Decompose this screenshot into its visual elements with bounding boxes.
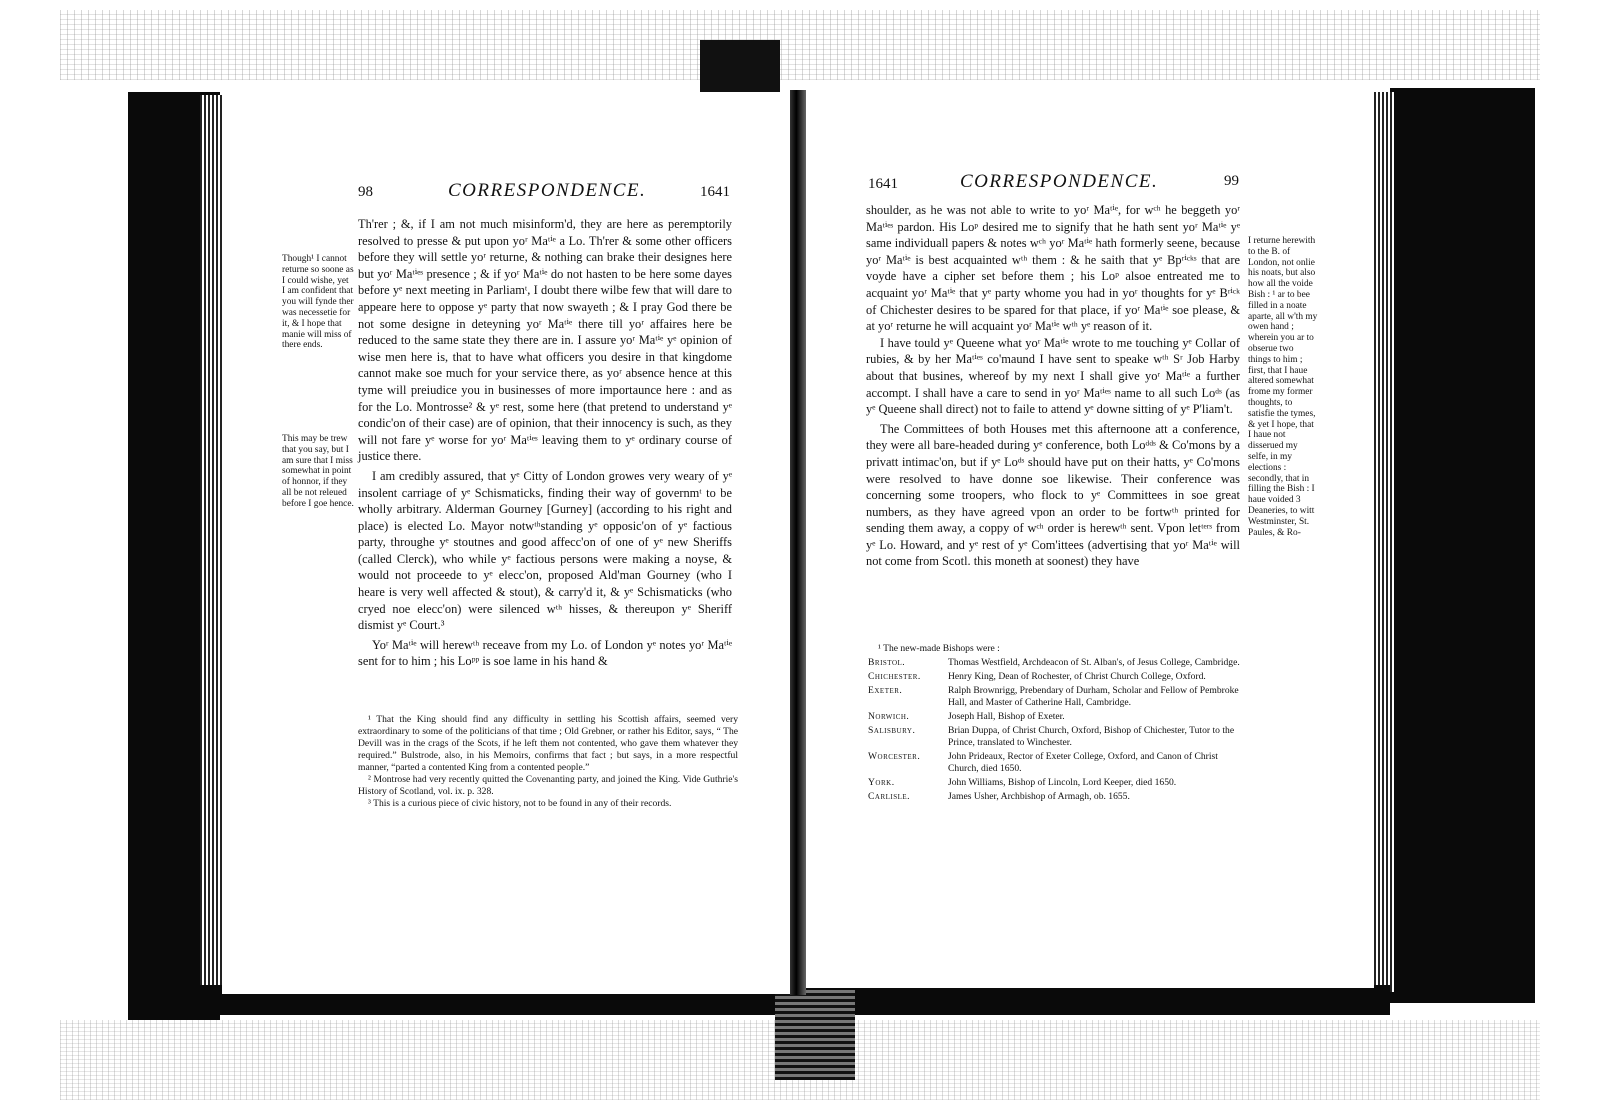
bishop-name: Joseph Hall, Bishop of Exeter.	[948, 711, 1065, 722]
main-text	[866, 202, 1240, 570]
paragraph: Th'rer ; &, if I am not much misinform'd, they are here as peremptorily resolved to presse & put upon yoʳ Maᵗⁱᵉ a Lo. Th'rer & some other officers before they will settle yoʳ returne, & nothing can brake their designes here but yoʳ Maᵗⁱᵉˢ presence ; & if yoʳ Maᵗⁱᵉ do not hasten to be here some dayes before yᵉ next meeting in Parliamᵗ, I doubt there wilbe few that will dare to appeare here to oppose yᵉ party that now swayeth ; & I pray God there be not some designe in deteyning yoʳ Maᵗⁱᵉ there till yoʳ affaires here be reduced to the same state they there are in. I assure yoʳ Maᵗⁱᵉ yᵉ opinion of wise men here is, that to have what officers you desire in that kingdome cannot make soe much for your service there, as yoʳ absence hence at this tyme will preiudice you in businesses of more importaunce here : and as for the Lo. Montrosse² & yᵉ rest, some here (that pretend to understand yᵉ condic'on of their case) are of opinion, that their innocency is such, as they will not fare yᵉ worse for yoʳ Maᵗⁱᵉˢ leaving them to yᵉ ordinary course of justice there.	[358, 217, 732, 464]
bishop-name: John Williams, Bishop of Lincoln, Lord Keeper, died 1650.	[948, 777, 1177, 788]
bishop-name: Thomas Westfield, Archdeacon of St. Alban's, of Jesus College, Cambridge.	[948, 657, 1240, 668]
bishop-see: Norwich.	[868, 711, 910, 722]
left-page	[222, 92, 792, 994]
side-note: This may be trew that you say, but I am sure that I miss somewhat in point of honnor, if they all be not releued before I goe hence.	[282, 434, 354, 509]
book-cover-right	[1390, 88, 1535, 1003]
paragraph: The Committees of both Houses met this afternoone att a conference, they were all bare-headed during yᵉ conference, both Loᵈᵈˢ & Co'mons by a privatt intimac'on, but if yᵉ Loᵈˢ should have put on their hatts, yᵉ Co'mons were resolved to have donne soe likewise. Their conference was concerning some troopers, who flock to yᵉ Committees in soe great numbers, as they have agreed vpon an order to be fortwᵗʰ printed for sending them away, a coppy of wᶜʰ order is herewᵗʰ sent. Vpon letᵗᵉʳˢ from yᵉ Lo. Howard, and yᵉ rest of yᵉ Com'ittees (advertising that yoʳ Maᵗⁱᵉ will not come from Scotl. this moneth at soonest) they have	[866, 421, 1240, 569]
bishop-see: Salisbury.	[868, 725, 916, 736]
bishop-entry	[868, 791, 1242, 803]
bishop-entry	[868, 711, 1242, 723]
paragraph: Yoʳ Maᵗⁱᵉ will herewᵗʰ receave from my Lo. of London yᵉ notes yoʳ Maᵗⁱᵉ sent for to him ; his Loᵖᵖ is soe lame in his hand &	[358, 637, 732, 669]
bishop-name: John Prideaux, Rector of Exeter College, Oxford, and Canon of Christ Church, died 1650.	[948, 751, 1218, 774]
bishop-entry	[868, 685, 1242, 709]
scan-noise-top	[60, 10, 1540, 80]
bishop-name: Henry King, Dean of Rochester, of Christ Church College, Oxford.	[948, 671, 1206, 682]
page-edges-right	[1372, 92, 1394, 992]
book-spine-top	[700, 40, 780, 100]
paragraph: I have tould yᵉ Queene what yoʳ Maᵗⁱᵉ wrote to me touching yᵉ Collar of rubies, & by her Maᵗⁱᵉˢ co'maund I have sent to speake wᵗʰ Sʳ Job Harby about that busines, whereof by my next I shall give yoʳ Maᵗⁱᵉ a further accompt. I shall have a care to send in yoʳ Maᵗⁱᵉˢ name to all such Loᵈˢ (as yᵉ Queene shall direct) not to faile to attend yᵉ downe sitting of yᵉ P'liam't.	[866, 335, 1240, 417]
page-number: 98	[358, 184, 373, 200]
paragraph: shoulder, as he was not able to write to yoʳ Maᵗⁱᵉ, for wᶜʰ he beggeth yoʳ Maᵗⁱᵉˢ pardon. His Loᵖ desired me to signify that he hath sent yoʳ Maᵗⁱᵉ yᵉ same individuall papers & notes wᶜʰ yoʳ Maᵗⁱᵉ hath formerly seene, because yoʳ Maᵗⁱᵉ is best acquainted wᵗʰ them : & he saith that yᵉ Bpʳⁱᶜᵏˢ that are voyde have a cipher set before them ; his Loᵖ alsoe entreated me to acquaint yoʳ Maᵗⁱᵉ that yᵉ party whome you had in yoʳ thoughts for yᵉ Bʳⁱᶜᵏ of Chichester desires to be spared for that place, if yoʳ Maᵗⁱᵉ soe please, & at yoʳ returne he will acquaint yoʳ Maᵗⁱᵉ wᵗʰ yᵉ reason of it.	[866, 203, 1240, 334]
right-page	[806, 88, 1374, 988]
bishop-see: Worcester.	[868, 751, 921, 762]
footnote: ¹ That the King should find any difficulty in settling his Scottish affairs, seemed very extraordinary to some of the politicians of that time ; Old Grebner, or rather his Editor, says, “ The Devill was in the crags of the Scots, if he left them not contented, who gave them whatever they required.” Bulstrode, also, in his Memoirs, confirms that fact ; but says, in a more respectful manner, “parted a contented King from a contented people.”	[358, 714, 738, 773]
page-year: 1641	[868, 176, 898, 192]
bishop-entry	[868, 777, 1242, 789]
bishop-see: Chichester.	[868, 671, 921, 682]
bishop-entry	[868, 671, 1242, 683]
running-head: CORRESPONDENCE.	[448, 180, 647, 201]
footnotes	[358, 714, 738, 810]
bishop-entry	[868, 751, 1242, 775]
bishop-see: Bristol.	[868, 657, 906, 668]
side-note: I returne herewith to the B. of London, not onlie his noats, but also how all the voide Bish : ¹ ar to bee filled in a noate aparte, all w'th my owen hand ; wherein you ar to obserue two things to him ; first, that I haue altered somewhat frome my former thoughts, to satisfie the tymes, & yet I hope, that I haue not disserued my selfe, in my elections : secondly, that in filling the Bish : I haue voided 3 Deaneries, to witt Westminster, St. Paules, & Ro-	[1248, 236, 1318, 538]
footnote: ³ This is a curious piece of civic history, not to be found in any of their records.	[368, 798, 672, 809]
footnote: ² Montrose had very recently quitted the Covenanting party, and joined the King. Vide Guthrie's History of Scotland, vol. ix. p. 328.	[358, 774, 738, 797]
page-edges-left	[200, 95, 224, 1005]
bishop-see: Carlisle.	[868, 791, 911, 802]
paragraph: I am credibly assured, that yᵉ Citty of London growes very weary of yᵉ insolent carriage of yᵉ Schismaticks, finding their way of governmᵗ to be wholly arbitrary. Alderman Gourney [Gurney] (according to his right and place) is elected Lo. Mayor notwᵗʰstanding yᵉ opposic'on of yᵉ factious party, throughe yᵉ stoutnes and good affecc'on of one of yᵉ new Sheriffs (called Clerck), who while yᵉ factious persons were making a noyse, & would not proceede to yᵉ elecc'on, proposed Ald'man Gourney (who I heare is very well affected & stout), & carry'd it, & yᵉ Schismaticks (who cryed noe elecc'on) were silenced wᵗʰ hisses, & thereupon yᵉ Sheriff dismist yᵉ Court.³	[358, 468, 732, 633]
bishops-footnote	[868, 643, 1242, 805]
book-gutter	[790, 90, 806, 995]
footnote-heading: ¹ The new-made Bishops were :	[878, 643, 1000, 654]
page-year: 1641	[700, 184, 730, 200]
bishop-name: Ralph Brownrigg, Prebendary of Durham, Scholar and Fellow of Pembroke Hall, and Master of Catherine Hall, Cambridge.	[948, 685, 1239, 708]
book-spine-bottom	[775, 990, 855, 1080]
side-note: Though¹ I cannot returne so soone as I could wishe, yet I am confident that you will fynde ther was necessetie for it, & I hope that manie will miss of there ends.	[282, 254, 354, 351]
bishop-entry	[868, 725, 1242, 749]
main-text	[358, 216, 732, 670]
bishop-name: James Usher, Archbishop of Armagh, ob. 1655.	[948, 791, 1130, 802]
page-number: 99	[1224, 173, 1239, 189]
bishop-entry	[868, 657, 1242, 669]
bishop-name: Brian Duppa, of Christ Church, Oxford, Bishop of Chichester, Tutor to the Prince, translated to Winchester.	[948, 725, 1235, 748]
bishop-see: Exeter.	[868, 685, 903, 696]
bishop-see: York.	[868, 777, 895, 788]
running-head: CORRESPONDENCE.	[960, 171, 1159, 192]
